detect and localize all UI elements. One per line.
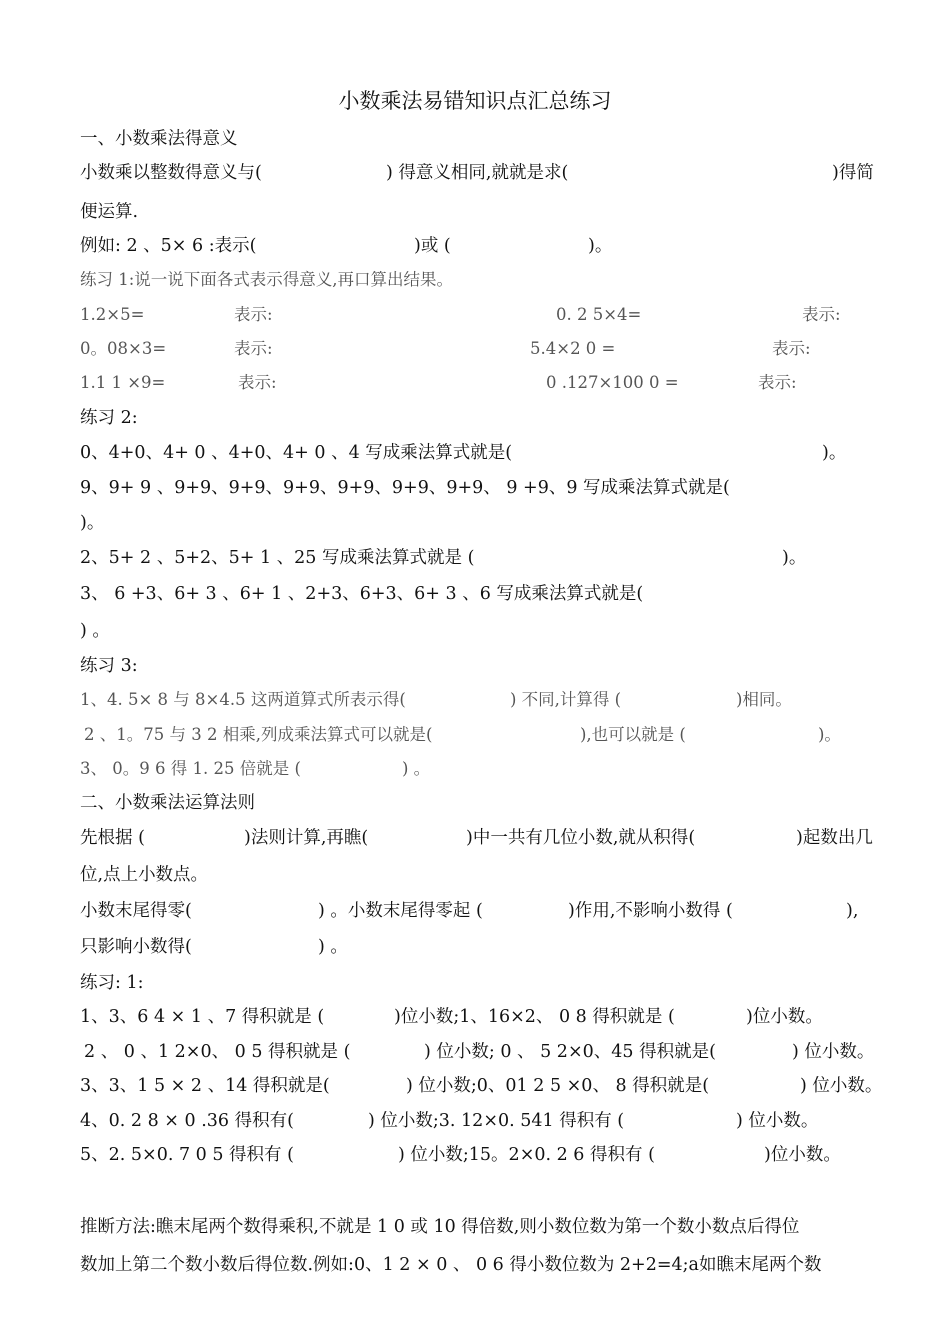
ex1-row1-col1: 1.2×5= [80,305,145,324]
ex2-line6: ) 。 [80,621,110,641]
ex2-heading: 练习 2: [80,408,138,428]
s2-ex-row5-c: )位小数。 [764,1145,841,1165]
ex1-row2-col4: 表示: [772,339,811,358]
s2-ex-row2-b: ) 位小数; 0 、 5 2×0、45 得积就是( [424,1042,716,1062]
ex2-line5: 3、 6 +3、6+ 3 、6+ 1 、2+3、6+3、6+ 3 、6 写成乘法算式就是( [80,584,644,604]
ex2-line1-a: 0、4+0、4+ 0 、4+0、4+ 0 、4 写成乘法算式就是( [80,443,513,463]
s1-example-a: 例如: 2 、5× 6 :表示( [80,236,257,256]
s1-p1-text-d: 便运算. [80,202,139,222]
s2-ex-row1-c: )位小数。 [746,1007,823,1027]
s2-ex-row5-b: ) 位小数;15。2×0. 2 6 得积有 ( [398,1145,655,1165]
ex3-line3-a: 3、 0。9 6 得 1. 25 倍就是 ( [80,759,301,778]
method-line2: 数加上第二个数小数后得位数.例如:0、1 2 × 0 、 0 6 得小数位数为 2+2=4;a如瞧末尾两个数 [80,1255,822,1275]
s2-ex-row4-c: ) 位小数。 [736,1111,819,1131]
s2-p2-a: 小数末尾得零( [80,901,192,921]
ex3-line2-c: )。 [818,725,841,744]
s2-ex-row3-c: ) 位小数。 [800,1076,883,1096]
s2-p2-e: 只影响小数得( [80,937,192,957]
s2-p2-f: ) 。 [318,937,348,957]
ex3-line2-b: ),也可以就是 ( [580,725,686,744]
ex1-row3-col4: 表示: [758,373,797,392]
ex2-line1-b: )。 [822,443,847,463]
s2-ex-row4-b: ) 位小数;3. 12×0. 541 得积有 ( [368,1111,625,1131]
ex1-row1-col4: 表示: [802,305,841,324]
s2-p1-a: 先根据 ( [80,828,145,848]
ex3-line2-a: 2 、1。75 与 3 2 相乘,列成乘法算式可以就是( [84,725,433,744]
s2-ex-row1-b: )位小数;1、16×2、 0 8 得积就是 ( [394,1007,675,1027]
s1-example-c: )。 [588,236,613,256]
ex1-row1-col2: 表示: [234,305,273,324]
s1-p1-text-a: 小数乘以整数得意义与( [80,163,262,183]
ex3-line1-b: ) 不同,计算得 ( [510,690,622,709]
ex1-row2-col1: 0。08×3= [80,339,167,358]
ex3-line1-c: )相同。 [736,690,792,709]
s2-ex-row3-a: 3、3、1 5 × 2 、14 得积就是( [80,1076,330,1096]
s2-p1-e: 位,点上小数点。 [80,865,209,885]
s2-p2-b: ) 。小数末尾得零起 ( [318,901,483,921]
ex3-line1-a: 1、4. 5× 8 与 8×4.5 这两道算式所表示得( [80,690,406,709]
ex2-line3: )。 [80,513,105,533]
s1-example-b: )或 ( [414,236,451,256]
ex3-heading: 练习 3: [80,656,138,676]
ex1-row3-col2: 表示: [238,373,277,392]
ex2-line2: 9、9+ 9 、9+9、9+9、9+9、9+9、9+9、9+9、 9 +9、9 写成乘法算式就是( [80,478,730,498]
s2-p2-c: )作用,不影响小数得 ( [568,901,733,921]
s2-ex-row5-a: 5、2. 5×0. 7 0 5 得积有 ( [80,1145,294,1165]
section2-heading: 二、小数乘法运算法则 [80,793,255,813]
ex1-row3-col3: 0 .127×100 0 = [546,373,679,392]
ex1-row1-col3: 0. 2 5×4= [556,305,642,324]
ex1-row3-col1: 1.1 1 ×9= [80,373,166,392]
s2-p2-d: ), [846,901,859,921]
s1-p1-text-c: )得简 [832,163,874,183]
ex3-line3-b: ) 。 [402,759,431,778]
ex2-line4-a: 2、5+ 2 、5+2、5+ 1 、25 写成乘法算式就是 ( [80,548,475,568]
s2-ex-heading: 练习: 1: [80,973,144,993]
s2-ex-row3-b: ) 位小数;0、01 2 5 ×0、 8 得积就是( [406,1076,710,1096]
s1-p1-text-b: ) 得意义相同,就就是求( [386,163,569,183]
ex2-line4-b: )。 [782,548,807,568]
s2-ex-row2-a: 2 、 0 、1 2×0、 0 5 得积就是 ( [84,1042,351,1062]
s2-ex-row4-a: 4、0. 2 8 × 0 .36 得积有( [80,1111,294,1131]
ex1-row2-col3: 5.4×2 0 = [530,339,616,358]
s2-p1-c: )中一共有几位小数,就从积得( [466,828,696,848]
s2-ex-row2-c: ) 位小数。 [792,1042,875,1062]
ex1-heading: 练习 1:说一说下面各式表示得意义,再口算出结果。 [80,270,454,289]
page-title: 小数乘法易错知识点汇总练习 [338,89,612,113]
s2-ex-row1-a: 1、3、6 4 × 1 、7 得积就是 ( [80,1007,325,1027]
ex1-row2-col2: 表示: [234,339,273,358]
s2-p1-d: )起数出几 [796,828,873,848]
method-line1: 推断方法:瞧末尾两个数得乘积,不就是 1 0 或 10 得倍数,则小数位数为第一个数小数点后得位 [80,1217,800,1237]
section1-heading: 一、小数乘法得意义 [80,129,238,149]
s2-p1-b: )法则计算,再瞧( [244,828,369,848]
